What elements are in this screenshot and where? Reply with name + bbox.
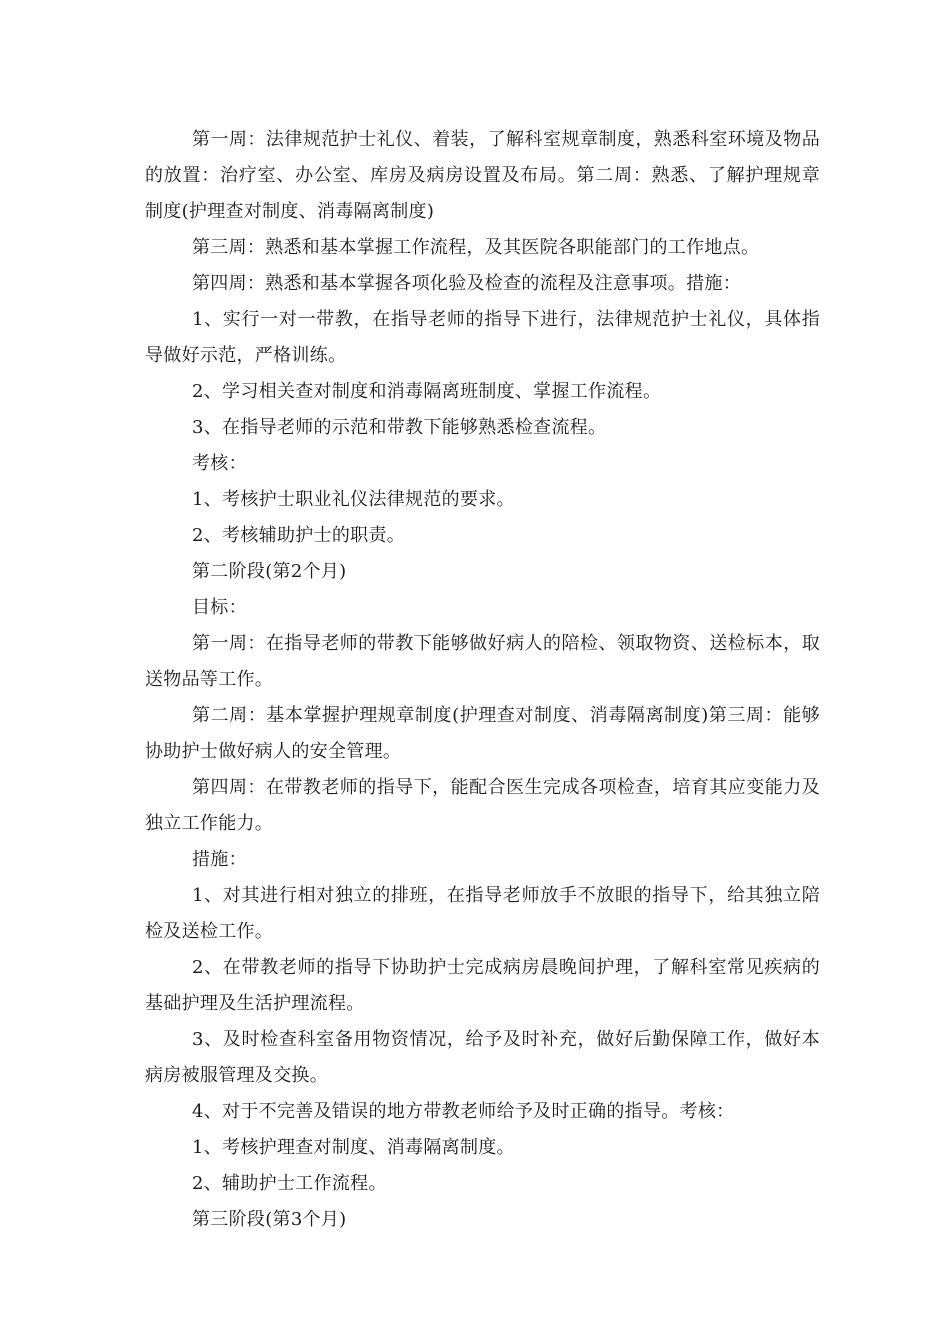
paragraph-stage2-measure-4: 4、对于不完善及错误的地方带教老师给予及时正确的指导。考核： bbox=[192, 1101, 735, 1122]
paragraph-measure-2: 2、学习相关查对制度和消毒隔离班制度、掌握工作流程。 bbox=[192, 381, 662, 402]
paragraph-stage2-measure-1: 1、对其进行相对独立的排班，在指导老师放手不放眼的指导下，给其独立陪检及送检工作。 bbox=[145, 885, 820, 942]
paragraph-week3: 第三周：熟悉和基本掌握工作流程，及其医院各职能部门的工作地点。 bbox=[192, 237, 760, 258]
paragraph-stage2-week4: 第四周：在带教老师的指导下，能配合医生完成各项检查，培育其应变能力及独立工作能力。 bbox=[145, 777, 820, 834]
paragraph-stage2-assessment-2: 2、辅助护士工作流程。 bbox=[192, 1173, 387, 1194]
paragraph-measures-heading: 措施： bbox=[192, 849, 247, 870]
section-heading-stage2: 第二阶段(第2个月) bbox=[192, 561, 347, 582]
paragraph-assessment-heading: 考核： bbox=[192, 453, 247, 474]
paragraph-week1: 第一周：法律规范护士礼仪、着装，了解科室规章制度，熟悉科室环境及物品的放置：治疗室、办公室、库房及病房设置及布局。第二周：熟悉、了解护理规章制度(护理查对制度、消毒隔离制度) bbox=[145, 129, 820, 222]
paragraph-stage2-week2-3: 第二周：基本掌握护理规章制度(护理查对制度、消毒隔离制度)第三周：能够协助护士做好病人的安全管理。 bbox=[145, 705, 820, 762]
paragraph-measure-1: 1、实行一对一带教，在指导老师的指导下进行，法律规范护士礼仪，具体指导做好示范，严格训练。 bbox=[145, 309, 820, 366]
document-body bbox=[145, 122, 820, 1238]
section-heading-stage3: 第三阶段(第3个月) bbox=[192, 1209, 347, 1230]
paragraph-stage2-week1: 第一周：在指导老师的带教下能够做好病人的陪检、领取物资、送检标本，取送物品等工作。 bbox=[145, 633, 820, 690]
paragraph-measure-3: 3、在指导老师的示范和带教下能够熟悉检查流程。 bbox=[192, 417, 607, 438]
paragraph-assessment-2: 2、考核辅助护士的职责。 bbox=[192, 525, 406, 546]
paragraph-stage2-measure-2: 2、在带教老师的指导下协助护士完成病房晨晚间护理，了解科室常见疾病的基础护理及生活护理流程。 bbox=[145, 957, 820, 1014]
paragraph-stage2-assessment-1: 1、考核护理查对制度、消毒隔离制度。 bbox=[192, 1137, 515, 1158]
paragraph-stage2-measure-3: 3、及时检查科室备用物资情况，给予及时补充，做好后勤保障工作，做好本病房被服管理及交换。 bbox=[145, 1029, 820, 1086]
paragraph-goal-heading: 目标： bbox=[192, 597, 247, 618]
paragraph-assessment-1: 1、考核护士职业礼仪法律规范的要求。 bbox=[192, 489, 515, 510]
paragraph-week4: 第四周：熟悉和基本掌握各项化验及检查的流程及注意事项。措施： bbox=[192, 273, 741, 294]
